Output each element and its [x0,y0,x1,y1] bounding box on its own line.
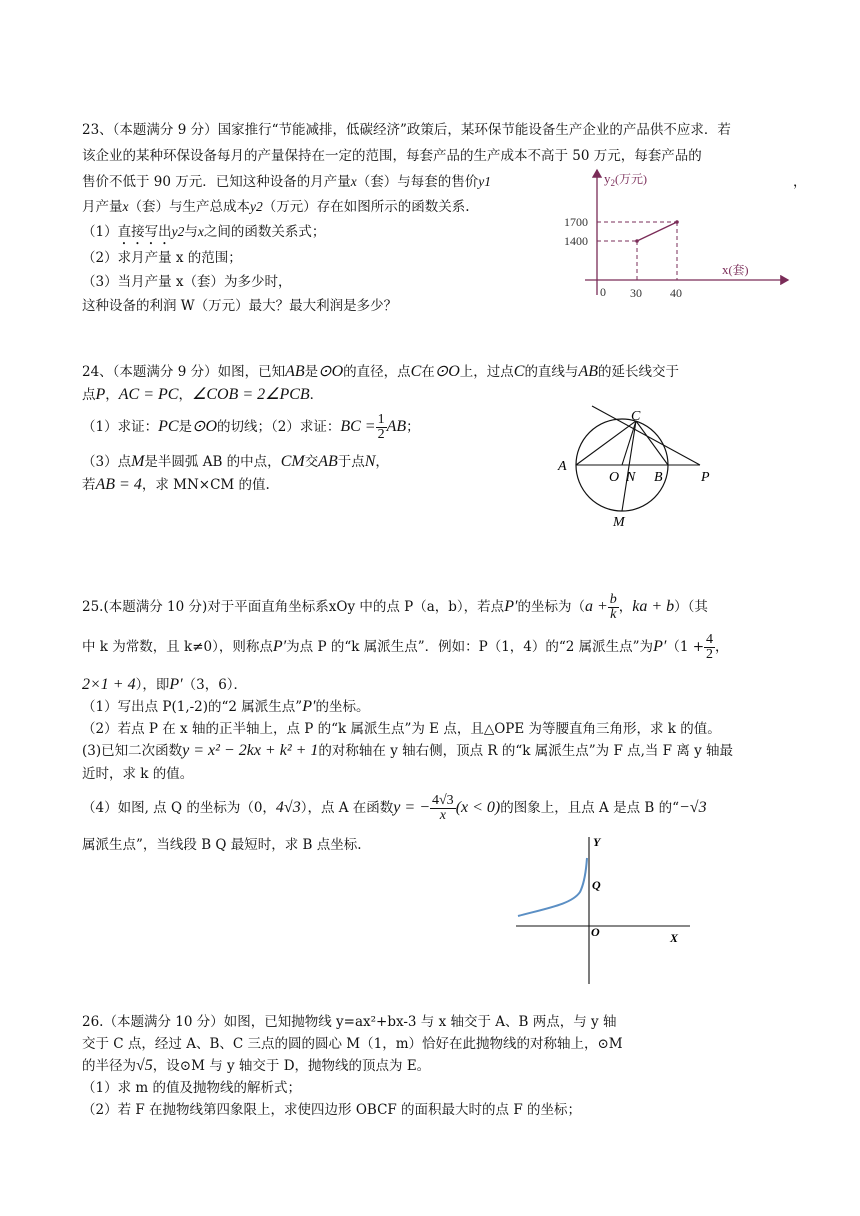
q24-line-CM [622,421,636,511]
q25-func-fraction: $\frac{4√3}{x}$ [432,793,454,823]
q25-label-Q: Q [592,878,601,892]
q24-label-O: O [609,470,620,485]
q23-x-axis-label: x(套) [722,262,749,277]
q26-part2: （2）若 F 在抛物线第四象限上，求使四边形 OBCF 的面积最大时的点 F 的坐标； [82,1102,582,1118]
q26-line2: 交于 C 点，经过 A、B、C 三点的圆的圆心 M（1，m）恰好在此抛物线的对称轴上，⊙M [82,1036,623,1052]
q25-part2: （2）若点 P 在 x 轴的正半轴上，点 P 的“k 属派生点”为 E 点，且△OPE 为等腰直角三角形，求 k 的值。 [82,721,721,737]
q24-half-fraction: $\frac{1}{2}$ [377,412,385,442]
q25-label-Y: Y [593,835,601,849]
q23-line4: 月产量x（套）与生产总成本y2（万元）存在如图所示的函数关系. [82,199,470,215]
q24-label-M: M [613,515,625,530]
q23-part3: （3）当月产量 x（套）为多少时， [82,274,292,290]
q25-b-over-k: $\frac{b}{k}$ [609,592,617,622]
q24-line-OC [622,421,636,465]
q26-line1: 26.（本题满分 10 分）如图，已知抛物线 y=ax²+bx-3 与 x 轴交于 A、B 两点，与 y 轴 [82,1014,617,1030]
q23-part4: 这种设备的利润 W（万元）最大？最大利润是多少？ [82,298,398,314]
q24-label-B: B [654,470,663,485]
q26-line3: 的半径为√5，设⊙M 与 y 轴交于 D，抛物线的顶点为 E。 [82,1057,431,1074]
q23-part2: （2）求月产量 x 的范围； [82,250,242,266]
q23-function-graph [560,160,800,310]
q24-circle-figure [550,398,730,533]
q23-origin-label: 0 [600,285,606,299]
q26-part1: （1）求 m 的值及抛物线的解析式； [82,1080,301,1096]
q23-y-tick-1400: 1400 [564,234,588,248]
q24-line-AC [576,421,636,465]
q23-comma: ， [793,174,807,190]
q24-line-BC [636,421,668,465]
q23-line3: 售价不低于 90 万元．已知这种设备的月产量x（套）与每套的售价y1 [82,174,492,190]
q24-label-N: N [626,470,636,485]
q25-line3: 2×1 + 4），即P′（3，6）． [82,676,248,693]
q25-coordinate-figure [510,832,700,987]
q23-function-segment [637,222,677,241]
q23-point-start [635,239,639,243]
q24-label-C: C [631,409,641,424]
q25-hyperbola-curve [518,858,587,916]
q23-line2: 该企业的某种环保设备每月的产量保持在一定的范围，每套产品的生产成本不高于 50 万元，每套产品的 [82,148,702,164]
q24-label-A: A [558,459,567,474]
q25-label-O: O [591,925,600,939]
q24-part4: 若AB = 4，求 MN×CM 的值. [82,476,270,493]
q24-part3: （3）点M是半圆弧 AB 的中点，CM交AB于点N， [82,453,389,470]
q24-label-P: P [701,470,710,485]
q24-line2: 点P，AC = PC，∠COB = 2∠PCB． [82,386,324,403]
q23-point-end [675,220,679,224]
q23-y-tick-1700: 1700 [564,215,588,229]
q25-line2: 中 k 为常数，且 k≠0），则称点P′为点 P 的“k 属派生点”．例如：P（1，4）的“2 属派生点”为P′（1 + $\frac{4}{2}$ ， [82,632,729,662]
q25-part4-line2: 属派生点”，当线段 B Q 最短时，求 B 点坐标. [82,837,362,853]
q24-line1: 24、（本题满分 9 分）如图，已知AB是⊙O的直径，点C在⊙O上，过点C的直线与AB的延长线交于 [82,363,679,380]
q24-parts12: （1）求证：PC是⊙O的切线；（2）求证：BC = $\frac{1}{2}$ AB； [82,412,420,442]
q23-y-axis-label: $y_2$(万元) [604,171,647,188]
q25-four-over-two: $\frac{4}{2}$ [706,632,714,662]
q25-part1: （1）写出点 P(1,-2)的“2 属派生点”P′的坐标。 [82,698,370,715]
q25-part4-line1: （4）如图, 点 Q 的坐标为（0，4√3），点 A 在函数y = − $\frac{4√3}{x}$ (x < 0)的图象上，且点 A 是点 B 的“−√3 [82,793,707,823]
q23-x-tick-30: 30 [630,286,642,300]
q25-part3-line1: (3)已知二次函数y = x² − 2kx + k² + 1的对称轴在 y 轴右侧，顶点 R 的“k 属派生点”为 F 点,当 F 离 y 轴最 [82,742,734,759]
q25-line1: 25.(本题满分 10 分)对于平面直角坐标系xOy 中的点 P（a，b），若点P′的坐标为（a + $\frac{b}{k}$ ，ka + b）（其 [82,592,708,622]
q23-line1: 23、（本题满分 9 分）国家推行“节能减排，低碳经济”政策后，某环保节能设备生产企业的产品供不应求．若 [82,122,731,138]
q25-label-X: X [670,931,679,945]
q23-part1: （1）直接写出y2与x之间的函数关系式； [82,224,326,240]
q23-x-tick-40: 40 [670,286,682,300]
q25-part3-line2: 近时，求 k 的值。 [82,766,194,782]
